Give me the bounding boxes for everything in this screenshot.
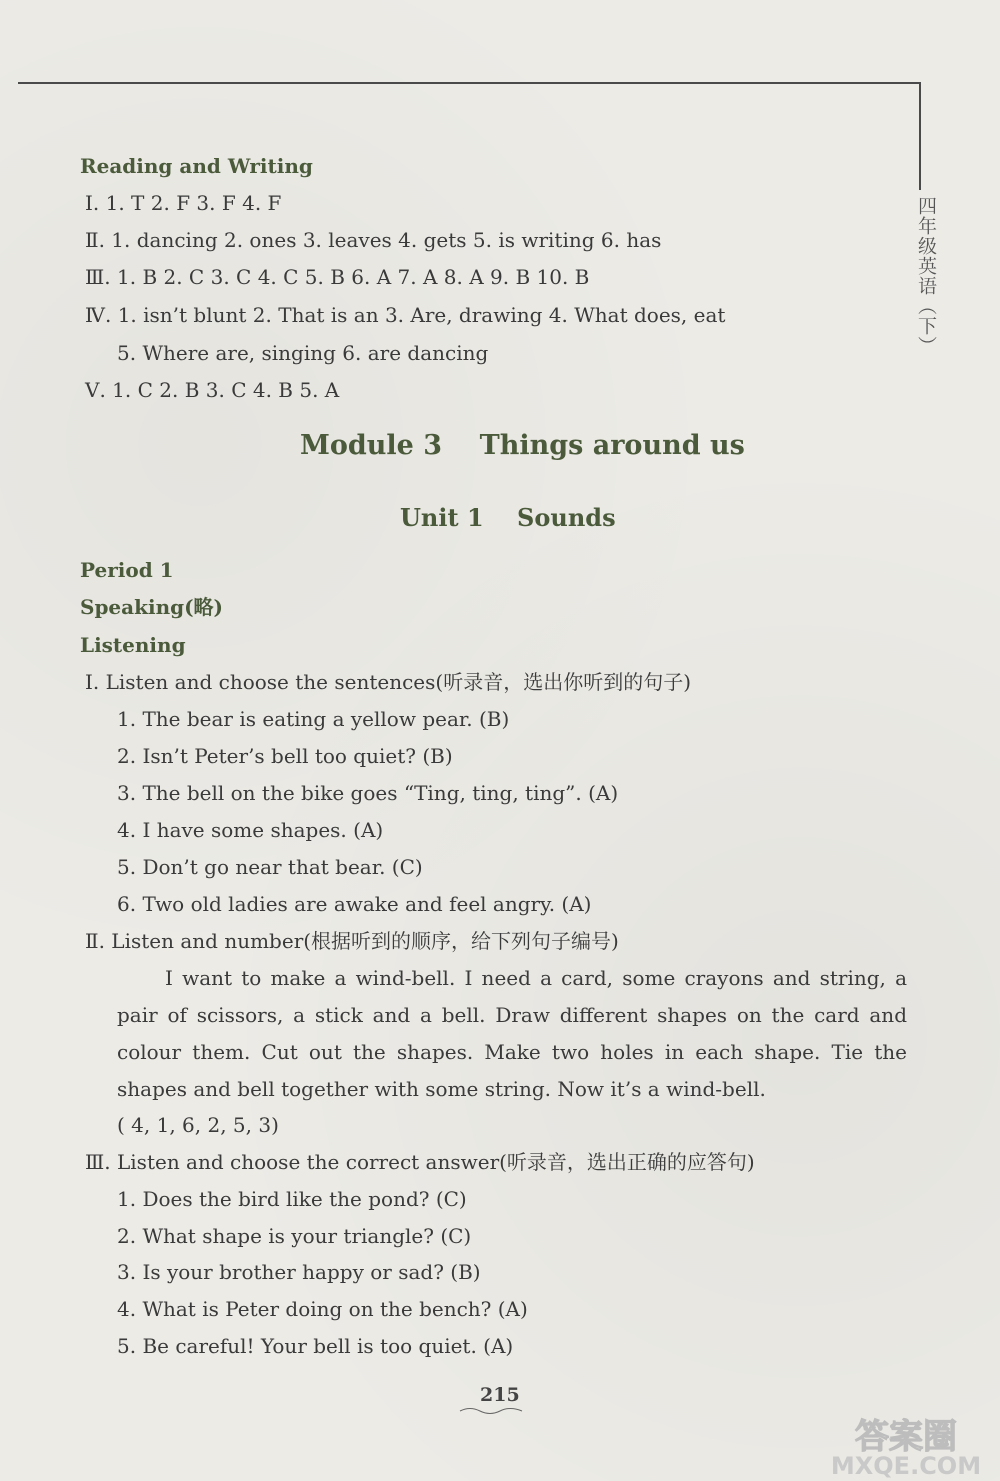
answer-line: Ⅰ. 1. T 2. F 3. F 4. F xyxy=(85,191,282,215)
page-ornament-icon xyxy=(458,1406,524,1416)
speaking-heading: Speaking(略) xyxy=(80,595,224,619)
section-2-answer: ( 4, 1, 6, 2, 5, 3) xyxy=(117,1113,279,1137)
answer-line: Ⅴ. 1. C 2. B 3. C 4. B 5. A xyxy=(85,378,340,402)
section-1-item: 5. Don’t go near that bear. (C) xyxy=(117,855,423,879)
section-1-item: 3. The bell on the bike goes “Ting, ting, ting”. (A) xyxy=(117,781,619,805)
listening-heading: Listening xyxy=(80,633,186,657)
header-rule xyxy=(18,82,920,84)
watermark-logo-icon xyxy=(816,1410,996,1480)
module-title: Module 3 Things around us xyxy=(300,430,745,461)
answer-line: Ⅱ. 1. dancing 2. ones 3. leaves 4. gets 5. is writing 6. has xyxy=(85,228,662,252)
svg-text:MXQE.COM: MXQE.COM xyxy=(830,1452,982,1480)
section-1-title: Ⅰ. Listen and choose the sentences(听录音，选出你听到的句子) xyxy=(85,670,692,694)
section-3-item: 4. What is Peter doing on the bench? (A) xyxy=(117,1297,528,1321)
section-3-item: 1. Does the bird like the pond? (C) xyxy=(117,1187,467,1211)
answer-line: Ⅲ. 1. B 2. C 3. C 4. C 5. B 6. A 7. A 8. A 9. B 10. B xyxy=(85,265,590,289)
section-3-item: 2. What shape is your triangle? (C) xyxy=(117,1224,472,1248)
side-grade-label: 四年级英语（下） xyxy=(915,196,937,356)
page-number: 215 xyxy=(480,1384,520,1406)
section-3-title: Ⅲ. Listen and choose the correct answer(听录音，选出正确的应答句) xyxy=(85,1150,755,1174)
side-rule xyxy=(919,82,921,190)
section-1-item: 4. I have some shapes. (A) xyxy=(117,818,384,842)
section-1-item: 1. The bear is eating a yellow pear. (B) xyxy=(117,707,510,731)
section-3-item: 5. Be careful! Your bell is too quiet. (A) xyxy=(117,1334,514,1358)
section-1-item: 6. Two old ladies are awake and feel angry. (A) xyxy=(117,892,592,916)
section-2-title: Ⅱ. Listen and number(根据听到的顺序，给下列句子编号) xyxy=(85,929,619,953)
section-2-paragraph: I want to make a wind-bell. I need a card, some crayons and string, a pair of scissors, a stick and a bell. Draw different shapes on the card and colour them. Cut out the shapes. Make two holes in each shape. Tie the shapes and bell together with some string. Now it’s a wind-bell. xyxy=(117,966,907,1101)
unit-title: Unit 1 Sounds xyxy=(400,503,616,532)
section-3-item: 3. Is your brother happy or sad? (B) xyxy=(117,1260,481,1284)
answer-line: 5. Where are, singing 6. are dancing xyxy=(117,341,489,365)
section-1-item: 2. Isn’t Peter’s bell too quiet? (B) xyxy=(117,744,453,768)
period-heading: Period 1 xyxy=(80,558,174,582)
reading-writing-heading: Reading and Writing xyxy=(80,154,313,178)
answer-line: Ⅳ. 1. isn’t blunt 2. That is an 3. Are, drawing 4. What does, eat xyxy=(85,303,726,327)
svg-text:答案圈: 答案圈 xyxy=(855,1417,957,1457)
